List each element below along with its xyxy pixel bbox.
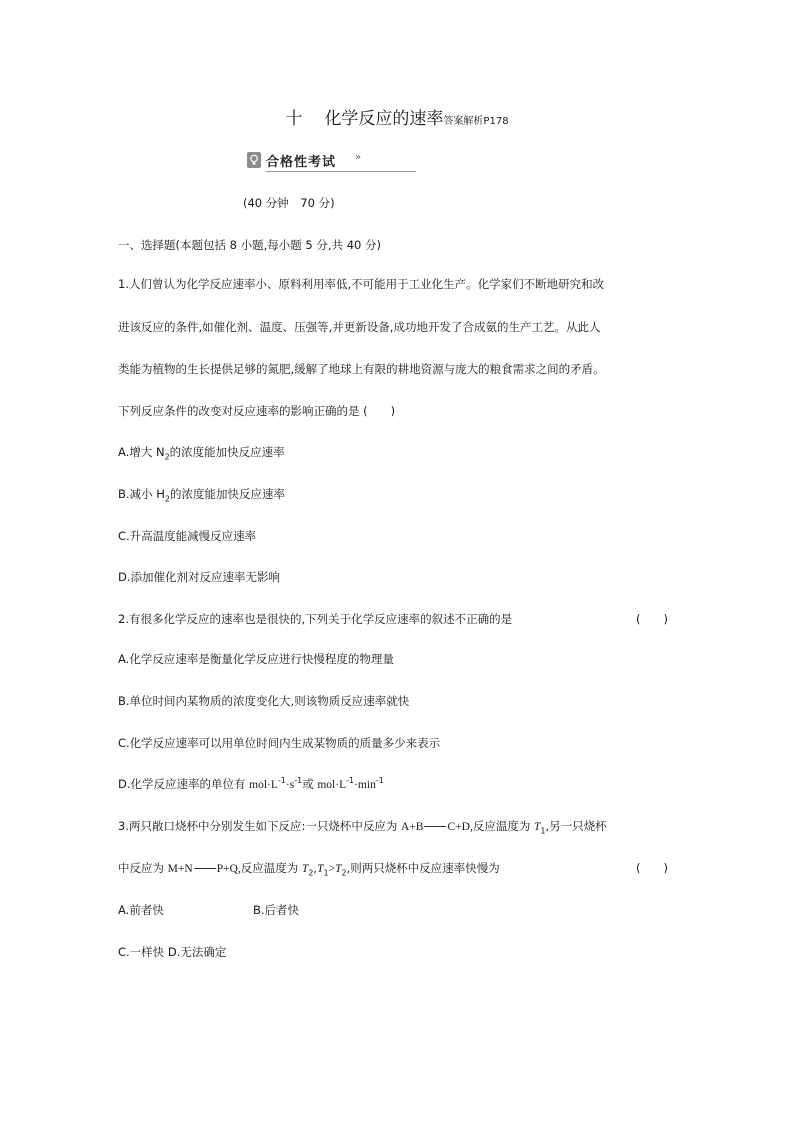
temperature-symbol: T <box>317 863 324 875</box>
equation-products: P+Q, <box>216 863 241 875</box>
q2-stem: 2.有很多化学反应的速率也是很快的,下列关于化学反应速率的叙述不正确的是 <box>118 612 513 626</box>
q3-option-b: B.后者快 <box>253 903 300 917</box>
q1-stem-line-3: 类能为植物的生长提供足够的氮肥,缓解了地球上有限的耕地资源与庞大的粮食需求之间的矛盾。 <box>118 362 605 376</box>
subscript: 1 <box>540 826 546 836</box>
equation-products: C+D, <box>447 821 473 833</box>
q1-stem-line-2: 进该反应的条件,如催化剂、温度、压强等,并更新设备,成功地开发了合成氨的生产工艺。从此人 <box>118 320 601 334</box>
q3-option-cd: C.一样快 D.无法确定 <box>118 945 227 959</box>
chapter-number: 十 <box>285 109 303 129</box>
subscript: 2 <box>164 452 170 462</box>
temperature-symbol: T <box>335 863 342 875</box>
section-title: 一、选择题(本题包括 8 小题,每小题 5 分,共 40 分) <box>118 238 381 252</box>
superscript: -1 <box>375 776 384 786</box>
q2-option-b: B.单位时间内某物质的浓度变化大,则该物质反应速率就快 <box>118 694 410 708</box>
q1-option-b <box>118 486 285 503</box>
comma: , <box>313 861 318 875</box>
q1-option-a-text: A.增大 N <box>118 445 165 459</box>
superscript: -1 <box>277 776 286 786</box>
q1-stem-line-1: 1.人们曾认为化学反应速率小、原料利用率低,不可能用于工业化生产。化学家们不断地研究和改 <box>118 277 605 291</box>
superscript: -1 <box>346 776 355 786</box>
banner-underline <box>266 171 416 172</box>
subscript: 2 <box>164 494 170 504</box>
equation-reactants: M+N <box>167 863 193 875</box>
chapter-heading <box>0 104 794 129</box>
or-word: 或 <box>302 777 314 791</box>
q3-text: ,另一只烧杯 <box>545 819 607 833</box>
subscript: 1 <box>323 868 329 878</box>
answer-reference: 答案解析P178 <box>443 116 509 127</box>
unit: mol·L <box>317 779 347 791</box>
q1-option-d: D.添加催化剂对反应速率无影响 <box>118 570 281 584</box>
q2-option-a: A.化学反应速率是衡量化学反应进行快慢程度的物理量 <box>118 652 394 666</box>
q1-option-b-text: B.减小 H <box>118 487 165 501</box>
q3-answer-bracket: ( ) <box>636 861 668 875</box>
q3-option-a: A.前者快 <box>118 903 164 917</box>
q2-option-d <box>118 776 384 792</box>
unit: ·min <box>354 779 376 791</box>
q3-text: 中反应为 <box>118 861 164 875</box>
q1-answer-bracket: ( ) <box>363 404 396 418</box>
lightbulb-icon <box>247 152 261 168</box>
qualification-exam-banner <box>247 151 425 173</box>
q1-option-b-tail: 的浓度能加快反应速率 <box>169 487 285 501</box>
reaction-equals-sign <box>194 868 216 869</box>
chapter-title: 化学反应的速率 <box>324 109 444 129</box>
q3-stem-line-1 <box>118 818 607 835</box>
q3-text: 反应温度为 <box>240 861 299 875</box>
subscript: 2 <box>341 868 347 878</box>
reaction-equals-sign <box>424 826 446 827</box>
q1-option-a <box>118 444 285 461</box>
q1-question: 下列反应条件的改变对反应速率的影响正确的是 <box>118 404 360 418</box>
q3-text: 3.两只敞口烧杯中分别发生如下反应:一只烧杯中反应为 <box>118 819 398 833</box>
banner-label: 合格性考试 <box>266 155 337 170</box>
q2-option-d-text: D.化学反应速率的单位有 <box>118 777 246 791</box>
q1-option-a-tail: 的浓度能加快反应速率 <box>169 445 285 459</box>
q2-answer-bracket: ( ) <box>636 612 668 626</box>
q1-option-c: C.升高温度能减慢反应速率 <box>118 529 257 543</box>
q2-option-c: C.化学反应速率可以用单位时间内生成某物质的质量多少来表示 <box>118 736 441 750</box>
double-chevron-icon: » <box>355 152 362 163</box>
temperature-symbol: T <box>533 821 541 833</box>
temperature-symbol: T <box>301 863 309 875</box>
exam-time-score: (40 分钟 70 分) <box>243 196 335 210</box>
equation-reactants: A+B <box>401 821 424 833</box>
subscript: 2 <box>308 868 314 878</box>
unit: ·s <box>285 779 295 791</box>
q1-stem-line-4 <box>118 403 395 419</box>
q3-stem-line-2 <box>118 860 500 877</box>
q3-text: 反应温度为 <box>472 819 531 833</box>
q3-text: ,则两只烧杯中反应速率快慢为 <box>346 861 500 875</box>
greater-than: > <box>328 863 336 875</box>
superscript: -1 <box>294 776 303 786</box>
unit: mol·L <box>249 779 278 791</box>
